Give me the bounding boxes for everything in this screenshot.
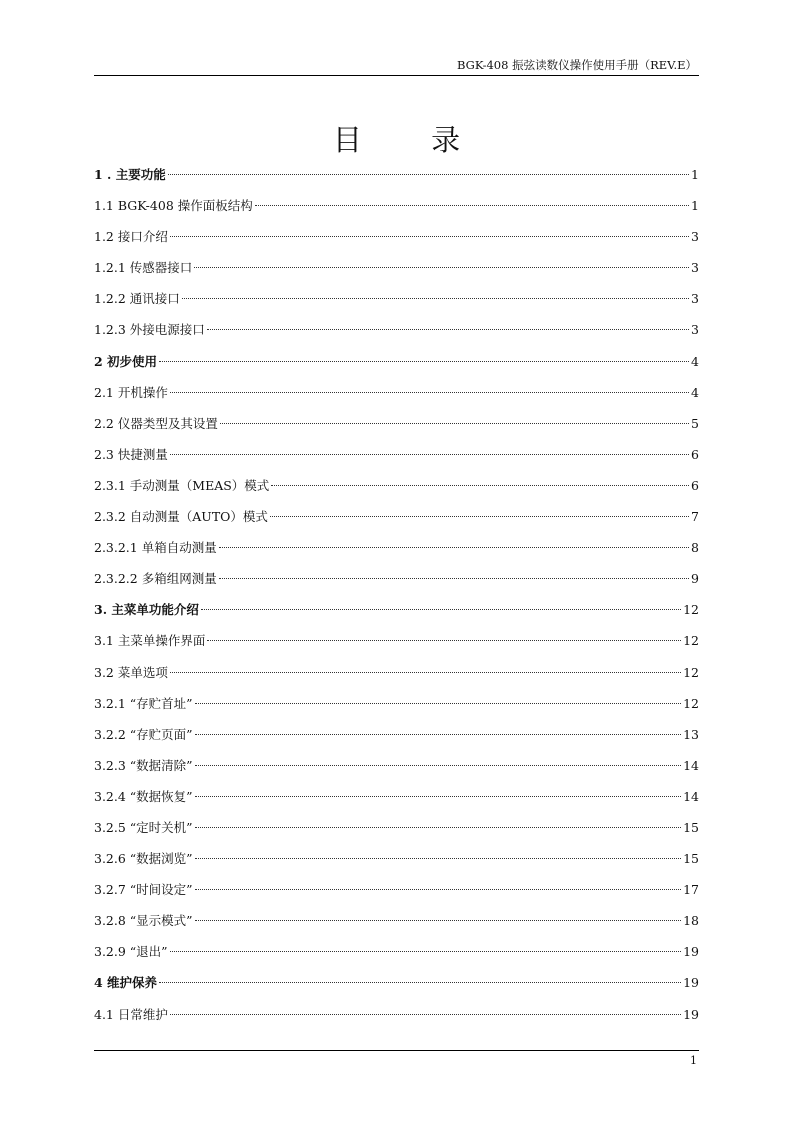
toc-entry[interactable]	[94, 816, 699, 847]
toc-dot-leader	[207, 640, 681, 641]
toc-entry[interactable]	[94, 754, 699, 785]
toc-entry-title: 3.2.3 “数据清除”	[94, 757, 193, 773]
toc-entry-title: 3.2.4 “数据恢复”	[94, 788, 193, 804]
toc-dot-leader	[219, 547, 689, 548]
toc-dot-leader	[170, 672, 681, 673]
toc-entry[interactable]	[94, 692, 699, 723]
toc-dot-leader	[195, 858, 682, 859]
toc-entry-title: 2.3.2 自动测量（AUTO）模式	[94, 509, 268, 525]
toc-dot-leader	[170, 392, 689, 393]
toc-entry-title: 3. 主菜单功能介绍	[94, 602, 199, 618]
toc-dot-leader	[170, 236, 689, 237]
toc-entry-title: 3.2.6 “数据浏览”	[94, 851, 193, 867]
toc-entry-page: 3	[691, 322, 699, 338]
toc-entry[interactable]	[94, 381, 699, 412]
toc-dot-leader	[159, 982, 681, 983]
toc-dot-leader	[219, 578, 689, 579]
toc-entry[interactable]	[94, 661, 699, 692]
toc-dot-leader	[195, 765, 682, 766]
toc-entry-title: 2.3.2.2 多箱组网测量	[94, 571, 217, 587]
toc-entry-page: 19	[683, 1006, 699, 1022]
toc-entry-title: 3.1 主菜单操作界面	[94, 633, 206, 649]
toc-entry-page: 12	[683, 633, 699, 649]
toc-dot-leader	[201, 609, 681, 610]
toc-entry-title: 3.2.2 “存贮页面”	[94, 726, 193, 742]
toc-entry[interactable]	[94, 474, 699, 505]
toc-entry-page: 12	[683, 664, 699, 680]
toc-entry-title: 2.3 快捷测量	[94, 446, 168, 462]
toc-entry-page: 9	[691, 571, 699, 587]
toc-dot-leader	[195, 796, 682, 797]
toc-entry-page: 12	[683, 695, 699, 711]
toc-entry-page: 18	[683, 913, 699, 929]
table-of-contents	[94, 163, 699, 1034]
toc-entry[interactable]	[94, 598, 699, 629]
toc-entry[interactable]	[94, 723, 699, 754]
toc-entry-title: 2.2 仪器类型及其设置	[94, 415, 218, 431]
toc-entry-page: 17	[683, 882, 699, 898]
toc-entry-title: 3.2.9 “退出”	[94, 944, 168, 960]
toc-entry-page: 12	[683, 602, 699, 618]
toc-dot-leader	[195, 889, 682, 890]
toc-entry[interactable]	[94, 443, 699, 474]
toc-entry-page: 5	[691, 415, 699, 431]
toc-dot-leader	[195, 920, 682, 921]
toc-entry[interactable]	[94, 1003, 699, 1034]
toc-entry-title: 4 维护保养	[94, 975, 158, 991]
toc-entry[interactable]	[94, 878, 699, 909]
toc-entry-page: 7	[691, 509, 699, 525]
footer-page-number: 1	[690, 1054, 697, 1067]
toc-entry-page: 15	[683, 851, 699, 867]
toc-dot-leader	[195, 827, 682, 828]
toc-entry[interactable]	[94, 505, 699, 536]
toc-dot-leader	[195, 703, 682, 704]
toc-entry-title: 4.1 日常维护	[94, 1006, 168, 1022]
toc-dot-leader	[207, 329, 689, 330]
toc-entry-page: 14	[683, 788, 699, 804]
toc-entry-page: 6	[691, 477, 699, 493]
toc-dot-leader	[168, 174, 689, 175]
toc-entry[interactable]	[94, 785, 699, 816]
toc-entry[interactable]	[94, 194, 699, 225]
toc-entry[interactable]	[94, 567, 699, 598]
toc-entry[interactable]	[94, 536, 699, 567]
toc-entry-title: 1.2.2 通讯接口	[94, 291, 180, 307]
toc-entry-title: 3.2.1 “存贮首址”	[94, 695, 193, 711]
toc-dot-leader	[270, 516, 689, 517]
toc-entry-title: 3.2.5 “定时关机”	[94, 819, 193, 835]
toc-entry-page: 13	[683, 726, 699, 742]
toc-entry-title: 3.2 菜单选项	[94, 664, 168, 680]
toc-entry-page: 6	[691, 446, 699, 462]
toc-entry-title: 1.1 BGK-408 操作面板结构	[94, 198, 253, 214]
toc-dot-leader	[194, 267, 689, 268]
toc-dot-leader	[195, 734, 682, 735]
toc-entry[interactable]	[94, 225, 699, 256]
toc-entry-page: 8	[691, 540, 699, 556]
toc-entry-title: 2 初步使用	[94, 353, 158, 369]
toc-entry-page: 4	[691, 353, 699, 369]
toc-dot-leader	[182, 298, 689, 299]
page-title: 目 录	[332, 123, 491, 157]
toc-dot-leader	[159, 361, 689, 362]
toc-entry-page: 3	[691, 291, 699, 307]
toc-entry[interactable]	[94, 940, 699, 971]
toc-entry[interactable]	[94, 412, 699, 443]
toc-entry-title: 1.2.1 传感器接口	[94, 260, 193, 276]
page-footer	[94, 1050, 699, 1067]
toc-entry-page: 15	[683, 819, 699, 835]
toc-entry[interactable]	[94, 847, 699, 878]
toc-entry[interactable]	[94, 287, 699, 318]
toc-entry-title: 1.2 接口介绍	[94, 229, 168, 245]
toc-entry[interactable]	[94, 350, 699, 381]
toc-entry-title: 2.1 开机操作	[94, 384, 168, 400]
toc-entry-title: 3.2.7 “时间设定”	[94, 882, 193, 898]
header-title: BGK-408 振弦读数仪操作使用手册（REV.E）	[457, 58, 697, 72]
toc-dot-leader	[170, 454, 689, 455]
toc-dot-leader	[170, 1014, 681, 1015]
toc-entry-page: 19	[683, 944, 699, 960]
toc-entry-page: 14	[683, 757, 699, 773]
toc-entry[interactable]	[94, 629, 699, 660]
toc-entry-page: 1	[691, 198, 699, 214]
toc-dot-leader	[271, 485, 689, 486]
toc-dot-leader	[255, 205, 689, 206]
toc-entry-page: 1	[691, 167, 699, 182]
page-header	[94, 55, 699, 76]
toc-entry-page: 19	[683, 975, 699, 991]
toc-entry[interactable]	[94, 163, 699, 194]
toc-dot-leader	[170, 951, 682, 952]
toc-entry[interactable]	[94, 318, 699, 349]
toc-entry[interactable]	[94, 971, 699, 1002]
toc-entry-page: 3	[691, 229, 699, 245]
toc-entry-title: 2.3.2.1 单箱自动测量	[94, 540, 217, 556]
toc-entry-page: 3	[691, 260, 699, 276]
toc-entry-title: 3.2.8 “显示模式”	[94, 913, 193, 929]
toc-entry-title: 1.2.3 外接电源接口	[94, 322, 205, 338]
toc-entry-page: 4	[691, 384, 699, 400]
toc-dot-leader	[220, 423, 689, 424]
toc-entry-title: 1 . 主要功能	[94, 167, 166, 182]
toc-entry[interactable]	[94, 256, 699, 287]
toc-entry-title: 2.3.1 手动测量（MEAS）模式	[94, 477, 270, 493]
toc-entry[interactable]	[94, 909, 699, 940]
